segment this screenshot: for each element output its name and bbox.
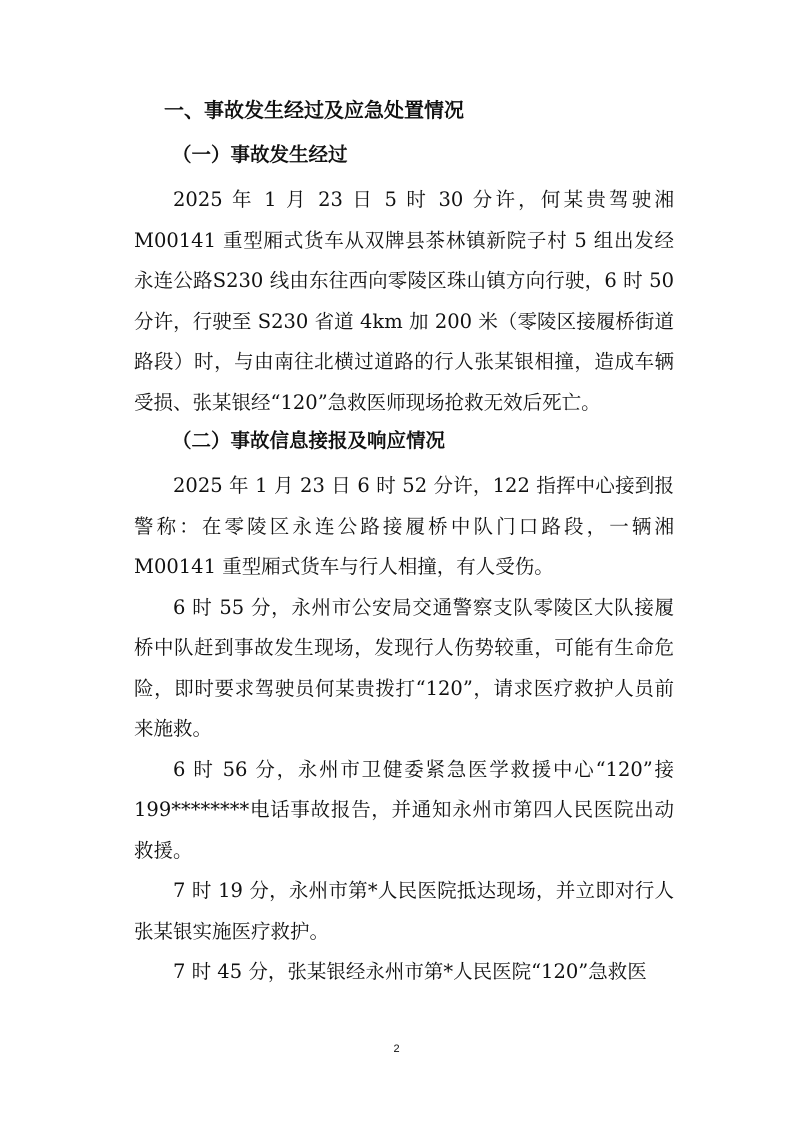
section-heading: 一、事故发生经过及应急处置情况 xyxy=(164,98,464,122)
subsection-title-report-response: （二）事故信息接报及响应情况 xyxy=(172,429,446,452)
document-body xyxy=(134,95,674,993)
paragraph-emergency-call: 6 时 56 分，永州市卫健委紧急医学救援中心“120”接 199********电话事故报告，并通知永州市第四人民医院出动救援。 xyxy=(134,757,674,862)
paragraph-police-arrival: 6 时 55 分，永州市公安局交通警察支队零陵区大队接履桥中队赶到事故发生现场，发现行人伤势较重，可能有生命危险，即时要求驾驶员何某贵拨打“120”，请求医疗救护人员前来施救。 xyxy=(134,595,674,740)
paragraph-death-continued: 7 时 45 分，张某银经永州市第*人民医院“120”急救医 xyxy=(173,960,647,983)
subsection-title-accident-process: （一）事故发生经过 xyxy=(172,143,348,166)
page-number: 2 xyxy=(393,1043,400,1055)
paragraph-report-received: 2025 年 1 月 23 日 6 时 52 分许，122 指挥中心接到报警称：在零陵区永连公路接履桥中队门口路段，一辆湘 M00141 重型厢式货车与行人相撞，有人受伤。 xyxy=(134,474,674,578)
paragraph-accident-process: 2025 年 1 月 23 日 5 时 30 分许，何某贵驾驶湘 M00141 重型厢式货车从双牌县茶林镇新院子村 5 组出发经永连公路S230 线由东往西向零陵区珠山镇方向行驶，6 时 50 分许，行驶至 S230 省道 4km 加 200 米（零陵区接履桥街道路段）时，与由南往北横过道路的行人张某银相撞，造成车辆受损、张某银经“120”急救医师现场抢救无效后死亡。 xyxy=(134,188,674,414)
paragraph-hospital-arrival: 7 时 19 分，永州市第*人民医院抵达现场，并立即对行人张某银实施医疗救护。 xyxy=(134,879,674,943)
